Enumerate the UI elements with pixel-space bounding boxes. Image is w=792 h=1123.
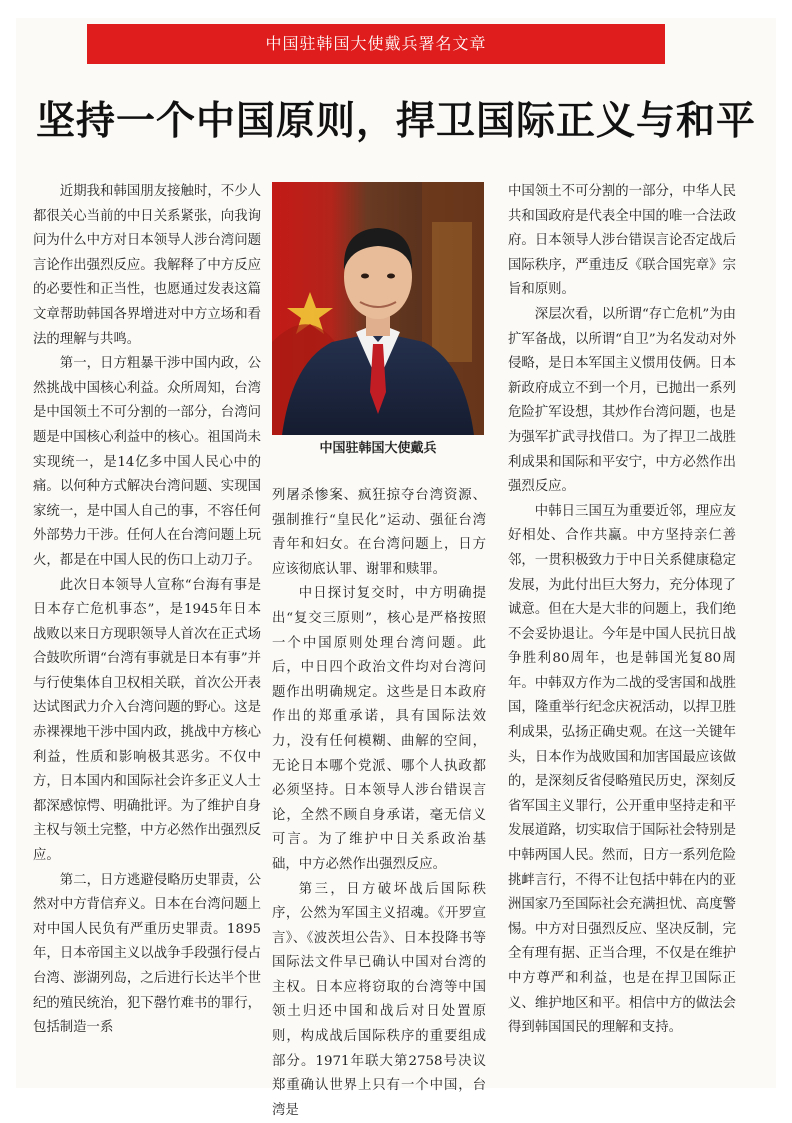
article-column-middle: [272, 484, 486, 1069]
paragraph: 深层次看，以所谓“存亡危机”为由扩军备战，以所谓“自卫”为名发动对外侵略，是日本军国主义惯用伎俩。日本新政府成立不到一个月，已抛出一系列危险扩军设想，其炒作台湾问题，也是为强军扩武寻找借口。为了捍卫二战胜利成果和国际和平安宁，中方必然作出强烈反应。: [508, 303, 736, 500]
paragraph: 第三，日方破坏战后国际秩序，公然为军国主义招魂。《开罗宣言》、《波茨坦公告》、日本投降书等国际法文件早已确认中国对台湾的主权。日本应将窃取的台湾等中国领土归还中国和战后对日处置原则，构成战后国际秩序的重要组成部分。1971年联大第2758号决议郑重确认世界上只有一个中国，台湾是: [272, 878, 486, 1123]
paragraph: 中韩日三国互为重要近邻，理应友好相处、合作共赢。中方坚持亲仁善邻，一贯积极致力于中日关系健康稳定发展，为此付出巨大努力，充分体现了诚意。但在大是大非的问题上，我们绝不会妥协退让。今年是中国人民抗日战争胜利80周年，也是韩国光复80周年。中韩双方作为二战的受害国和战胜国，隆重举行纪念庆祝活动，以捍卫胜利成果，弘扬正确史观。在这一关键年头，日本作为战败国和加害国最应该做的，是深刻反省侵略殖民历史，深刻反省军国主义罪行，公开重申坚持走和平发展道路，切实取信于国际社会特别是中韩两国人民。然而，日方一系列危险挑衅言行，不得不让包括中韩在内的亚洲国家乃至国际社会充满担忧、高度警惕。中方对日强烈反应、坚决反制，完全有理有据、正当合理，不仅是在维护中方尊严和利益，也是在捍卫国际正义、维护地区和平。相信中方的做法会得到韩国国民的理解和支持。: [508, 500, 736, 1041]
paragraph: 中日探讨复交时，中方明确提出“复交三原则”，核心是严格按照一个中国原则处理台湾问题。此后，中日四个政治文件均对台湾问题作出明确规定。这些是日本政府作出的郑重承诺，具有国际法效力，没有任何模糊、曲解的空间，无论日本哪个党派、哪个人执政都必须坚持。日本领导人涉台错误言论，全然不顾自身承诺，毫无信义可言。为了维护中日关系政治基础，中方必然作出强烈反应。: [272, 582, 486, 877]
paragraph: 列屠杀惨案、疯狂掠夺台湾资源、强制推行“皇民化”运动、强征台湾青年和妇女。在台湾问题上，日方应该彻底认罪、谢罪和赎罪。: [272, 484, 486, 582]
ambassador-photo: [272, 182, 484, 435]
paragraph: 第二，日方逃避侵略历史罪责，公然对中方背信弃义。日本在台湾问题上对中国人民负有严重历史罪责。1895年，日本帝国主义以战争手段强行侵占台湾、澎湖列岛，之后进行长达半个世纪的殖民统治，犯下罄竹难书的罪行，包括制造一系: [33, 869, 261, 1041]
article-column-left: [33, 180, 261, 1070]
article-column-right: [508, 180, 736, 1070]
photo-caption: 中国驻韩国大使戴兵: [272, 440, 484, 458]
paragraph: 此次日本领导人宣称“台海有事是日本存亡危机事态”，是1945年日本战败以来日方现职领导人首次在正式场合鼓吹所谓“台湾有事就是日本有事”并与行使集体自卫权相关联，首次公开表达试图武力介入台湾问题的野心。这是赤裸裸地干涉中国内政，挑战中方核心利益，性质和影响极其恶劣。不仅中方，日本国内和国际社会许多正义人士都深感惊愕、明确批评。为了维护自身主权与领土完整，中方必然作出强烈反应。: [33, 574, 261, 869]
paragraph: 中国领土不可分割的一部分，中华人民共和国政府是代表全中国的唯一合法政府。日本领导人涉台错误言论否定战后国际秩序，严重违反《联合国宪章》宗旨和原则。: [508, 180, 736, 303]
paragraph: 近期我和韩国朋友接触时，不少人都很关心当前的中日关系紧张，向我询问为什么中方对日本领导人涉台湾问题言论作出强烈反应。我解释了中方反应的必要性和正当性，也愿通过发表这篇文章帮助韩国各界增进对中方立场和看法的理解与共鸣。: [33, 180, 261, 352]
article-headline: 坚持一个中国原则，捍卫国际正义与和平: [0, 96, 792, 148]
paragraph: 第一，日方粗暴干涉中国内政，公然挑战中国核心利益。众所周知，台湾是中国领土不可分割的一部分，台湾问题是中国核心利益中的核心。祖国尚未实现统一，是14亿多中国人民心中的痛。以何种方式解决台湾问题、实现国家统一，是中国人自己的事，不容任何外部势力干涉。任何人在台湾问题上玩火，都是在中国人民的伤口上动刀子。: [33, 352, 261, 573]
article-banner: 中国驻韩国大使戴兵署名文章: [87, 24, 665, 64]
